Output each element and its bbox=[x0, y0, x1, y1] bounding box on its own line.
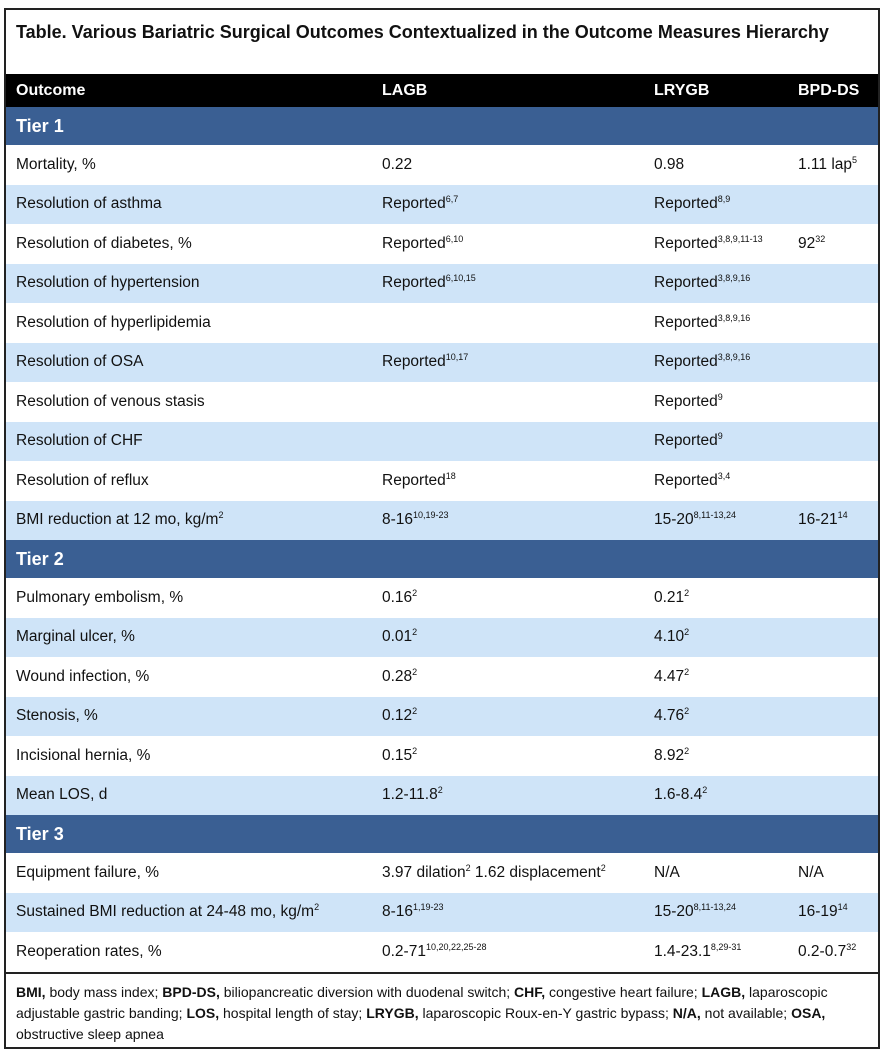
lrygb-cell-citation: 8,11-13,24 bbox=[693, 510, 737, 521]
table-row bbox=[6, 224, 878, 264]
bpdds-cell bbox=[788, 657, 878, 697]
lagb-cell-value: Reported bbox=[382, 195, 446, 213]
lagb-cell-citation: 10,17 bbox=[445, 352, 469, 363]
outcome-cell bbox=[6, 501, 372, 541]
lagb-cell bbox=[372, 932, 644, 972]
outcome-cell-value: Reoperation rates, % bbox=[16, 942, 162, 960]
abbreviation-definition: congestive heart failure; bbox=[545, 983, 702, 1000]
outcome-cell-value: Incisional hernia, % bbox=[16, 746, 151, 764]
lrygb-cell bbox=[644, 382, 788, 422]
lrygb-cell-citation: 3,8,9,11-13 bbox=[717, 233, 763, 244]
bpdds-cell bbox=[788, 185, 878, 225]
outcome-cell bbox=[6, 461, 372, 501]
lrygb-cell-value: 0.98 bbox=[654, 155, 685, 173]
lrygb-cell-value: Reported bbox=[654, 432, 718, 450]
bpdds-cell bbox=[788, 145, 878, 185]
lagb-cell-citation: 2 bbox=[412, 666, 418, 677]
bpdds-cell-citation: 5 bbox=[852, 154, 858, 165]
bpdds-cell bbox=[788, 736, 878, 776]
lrygb-cell-citation: 3,8,9,16 bbox=[717, 312, 751, 323]
lagb-cell bbox=[372, 264, 644, 304]
lrygb-cell-citation: 2 bbox=[684, 627, 690, 638]
tier-label: Tier 3 bbox=[6, 815, 878, 853]
table-row bbox=[6, 736, 878, 776]
outcome-cell-value: Equipment failure, % bbox=[16, 863, 160, 881]
table-row bbox=[6, 185, 878, 225]
outcome-cell-value: Stenosis, % bbox=[16, 707, 98, 725]
bpdds-cell-citation: 14 bbox=[837, 510, 848, 521]
table-row bbox=[6, 264, 878, 304]
lagb-cell bbox=[372, 736, 644, 776]
outcomes-table bbox=[6, 74, 878, 972]
lrygb-cell-value: Reported bbox=[654, 353, 718, 371]
bpdds-cell bbox=[788, 343, 878, 383]
outcome-cell-value: Marginal ulcer, % bbox=[16, 628, 135, 646]
lagb-cell-value: 8-16 bbox=[382, 903, 414, 921]
outcome-cell-value: Resolution of reflux bbox=[16, 471, 149, 489]
table-row bbox=[6, 461, 878, 501]
bpdds-cell bbox=[788, 893, 878, 933]
lagb-cell-extra: 1.62 displacement bbox=[470, 863, 601, 881]
lagb-cell-citation: 10,19-23 bbox=[413, 510, 449, 521]
lagb-cell-value: 1.2-11.8 bbox=[382, 786, 438, 804]
outcome-cell-value: Mortality, % bbox=[16, 155, 96, 173]
lagb-cell-citation: 2 bbox=[465, 862, 471, 873]
bpdds-cell bbox=[788, 264, 878, 304]
lrygb-cell bbox=[644, 932, 788, 972]
lagb-cell-citation: 2 bbox=[412, 587, 418, 598]
abbreviation-term: BMI, bbox=[16, 983, 46, 1000]
lrygb-cell-value: Reported bbox=[654, 274, 718, 292]
lrygb-cell bbox=[644, 853, 788, 893]
lrygb-cell bbox=[644, 578, 788, 618]
lagb-cell bbox=[372, 382, 644, 422]
lrygb-cell-citation: 9 bbox=[717, 391, 723, 402]
outcome-cell-value: Resolution of hypertension bbox=[16, 274, 200, 292]
lrygb-cell bbox=[644, 303, 788, 343]
lrygb-cell bbox=[644, 736, 788, 776]
abbreviation-definition: not available; bbox=[700, 1004, 792, 1021]
bpdds-cell bbox=[788, 422, 878, 462]
bpdds-cell bbox=[788, 224, 878, 264]
lrygb-cell-value: 1.4-23.1 bbox=[654, 942, 711, 960]
outcome-cell-citation: 2 bbox=[218, 510, 224, 521]
outcome-cell-value: Resolution of hyperlipidemia bbox=[16, 313, 211, 331]
lrygb-cell bbox=[644, 264, 788, 304]
lrygb-cell-value: 15-20 bbox=[654, 903, 694, 921]
header-row bbox=[6, 74, 878, 107]
lagb-cell-value: 0.22 bbox=[382, 155, 413, 173]
lrygb-cell-citation: 2 bbox=[702, 785, 708, 796]
lrygb-cell-value: 1.6-8.4 bbox=[654, 786, 703, 804]
header-lrygb: LRYGB bbox=[644, 74, 788, 107]
abbreviation-term: CHF, bbox=[514, 983, 546, 1000]
bpdds-cell-citation: 32 bbox=[815, 233, 826, 244]
lrygb-cell-citation: 3,8,9,16 bbox=[717, 273, 751, 284]
lrygb-cell bbox=[644, 776, 788, 816]
abbreviation-term: LAGB, bbox=[701, 983, 746, 1000]
lagb-cell-citation: 2 bbox=[412, 706, 418, 717]
lrygb-cell-value: 4.47 bbox=[654, 667, 685, 685]
outcome-cell-value: Resolution of CHF bbox=[16, 432, 143, 450]
lagb-cell bbox=[372, 185, 644, 225]
outcome-cell bbox=[6, 618, 372, 658]
bpdds-cell bbox=[788, 932, 878, 972]
abbreviation-definition: body mass index; bbox=[45, 983, 163, 1000]
tier-label: Tier 2 bbox=[6, 540, 878, 578]
bpdds-cell bbox=[788, 697, 878, 737]
table-row bbox=[6, 578, 878, 618]
lagb-cell-citation: 6,10 bbox=[445, 233, 464, 244]
lagb-cell bbox=[372, 145, 644, 185]
lagb-cell bbox=[372, 618, 644, 658]
lagb-cell-citation: 2 bbox=[412, 627, 418, 638]
lrygb-cell-value: 4.10 bbox=[654, 628, 685, 646]
bpdds-cell-value: 0.2-0.7 bbox=[798, 942, 847, 960]
abbreviation-definition: laparoscopic Roux-en-Y gastric bypass; bbox=[418, 1004, 673, 1021]
abbreviation-definition: obstructive sleep apnea bbox=[16, 1025, 164, 1042]
lagb-cell-value: Reported bbox=[382, 274, 446, 292]
lrygb-cell-citation: 2 bbox=[684, 666, 690, 677]
lagb-cell-value: 0.15 bbox=[382, 746, 413, 764]
lagb-cell-citation: 10,20,22,25-28 bbox=[425, 941, 487, 952]
lagb-cell bbox=[372, 501, 644, 541]
lagb-cell-value: 0.16 bbox=[382, 588, 413, 606]
bpdds-cell-value: 1.11 lap bbox=[798, 155, 853, 173]
outcome-cell bbox=[6, 264, 372, 304]
lrygb-cell-citation: 8,29-31 bbox=[710, 941, 742, 952]
outcome-cell bbox=[6, 422, 372, 462]
outcome-cell-value: Resolution of asthma bbox=[16, 195, 162, 213]
bpdds-cell bbox=[788, 461, 878, 501]
table-row bbox=[6, 618, 878, 658]
lrygb-cell-value: 15-20 bbox=[654, 511, 694, 529]
lrygb-cell bbox=[644, 224, 788, 264]
lagb-cell-citation: 6,10,15 bbox=[445, 273, 476, 284]
lrygb-cell-value: Reported bbox=[654, 234, 718, 252]
bpdds-cell-value: 16-21 bbox=[798, 511, 838, 529]
lrygb-cell-citation: 8,11-13,24 bbox=[693, 902, 737, 913]
tier-header-row bbox=[6, 107, 878, 145]
lagb-cell bbox=[372, 578, 644, 618]
header-outcome: Outcome bbox=[6, 74, 372, 107]
outcome-cell bbox=[6, 382, 372, 422]
outcome-cell-value: Pulmonary embolism, % bbox=[16, 588, 184, 606]
outcome-cell-value: Sustained BMI reduction at 24-48 mo, kg/m bbox=[16, 903, 315, 921]
lagb-cell-citation: 2 bbox=[412, 745, 418, 756]
lrygb-cell-value: Reported bbox=[654, 471, 718, 489]
lrygb-cell-citation: 9 bbox=[717, 431, 723, 442]
table-row bbox=[6, 501, 878, 541]
bpdds-cell bbox=[788, 303, 878, 343]
abbreviation-term: LRYGB, bbox=[366, 1004, 419, 1021]
lrygb-cell-value: 8.92 bbox=[654, 746, 685, 764]
tier-header-row bbox=[6, 540, 878, 578]
outcome-cell-value: BMI reduction at 12 mo, kg/m bbox=[16, 511, 219, 529]
outcome-cell bbox=[6, 303, 372, 343]
table-row bbox=[6, 303, 878, 343]
table-row bbox=[6, 893, 878, 933]
bpdds-cell bbox=[788, 618, 878, 658]
lagb-cell-value: Reported bbox=[382, 353, 446, 371]
lagb-cell bbox=[372, 893, 644, 933]
lrygb-cell-citation: 3,4 bbox=[717, 470, 731, 481]
outcome-cell-value: Wound infection, % bbox=[16, 667, 150, 685]
outcome-cell bbox=[6, 343, 372, 383]
lagb-cell-value: 0.12 bbox=[382, 707, 413, 725]
header-lagb: LAGB bbox=[372, 74, 644, 107]
abbreviation-definition: laparoscopic adjustable gastric banding; bbox=[16, 983, 828, 1021]
lagb-cell bbox=[372, 343, 644, 383]
lrygb-cell-citation: 2 bbox=[684, 706, 690, 717]
outcome-cell bbox=[6, 224, 372, 264]
table-row bbox=[6, 697, 878, 737]
lagb-cell-citation: 6,7 bbox=[445, 194, 459, 205]
lagb-cell-value: 8-16 bbox=[382, 511, 414, 529]
table-row bbox=[6, 853, 878, 893]
lagb-cell-citation: 2 bbox=[437, 785, 443, 796]
outcome-cell-citation: 2 bbox=[314, 902, 320, 913]
outcome-cell bbox=[6, 697, 372, 737]
lrygb-cell bbox=[644, 501, 788, 541]
lrygb-cell-value: Reported bbox=[654, 195, 718, 213]
lagb-cell-extra-citation: 2 bbox=[600, 862, 606, 873]
lrygb-cell-citation: 2 bbox=[684, 745, 690, 756]
outcome-cell-value: Resolution of venous stasis bbox=[16, 392, 205, 410]
tier-header-row bbox=[6, 815, 878, 853]
table-row bbox=[6, 382, 878, 422]
bpdds-cell bbox=[788, 853, 878, 893]
table-row bbox=[6, 145, 878, 185]
lagb-cell-value: 0.01 bbox=[382, 628, 413, 646]
abbreviation-definition: biliopancreatic diversion with duodenal switch; bbox=[219, 983, 515, 1000]
abbreviation-definition: hospital length of stay; bbox=[219, 1004, 367, 1021]
abbreviation-term: N/A, bbox=[672, 1004, 701, 1021]
outcome-cell bbox=[6, 185, 372, 225]
lagb-cell bbox=[372, 224, 644, 264]
table-row bbox=[6, 422, 878, 462]
lrygb-cell bbox=[644, 343, 788, 383]
table-body bbox=[6, 107, 878, 972]
lrygb-cell bbox=[644, 185, 788, 225]
bpdds-cell-citation: 32 bbox=[846, 941, 857, 952]
bpdds-cell bbox=[788, 776, 878, 816]
lagb-cell-value: Reported bbox=[382, 471, 446, 489]
lrygb-cell bbox=[644, 422, 788, 462]
lagb-cell bbox=[372, 303, 644, 343]
outcome-cell bbox=[6, 578, 372, 618]
lagb-cell-citation: 1,19-23 bbox=[413, 902, 444, 913]
outcome-cell bbox=[6, 736, 372, 776]
lrygb-cell-value: Reported bbox=[654, 313, 718, 331]
lagb-cell bbox=[372, 461, 644, 501]
lrygb-cell-citation: 2 bbox=[684, 587, 690, 598]
abbreviation-term: OSA, bbox=[791, 1004, 826, 1021]
lagb-cell bbox=[372, 697, 644, 737]
lrygb-cell bbox=[644, 461, 788, 501]
table-title: Table. Various Bariatric Surgical Outcomes Contextualized in the Outcome Measures Hierarchy bbox=[16, 22, 829, 42]
tier-label: Tier 1 bbox=[6, 107, 878, 145]
lagb-cell-value: 3.97 dilation bbox=[382, 863, 466, 881]
lrygb-cell bbox=[644, 893, 788, 933]
bpdds-cell bbox=[788, 501, 878, 541]
outcome-cell bbox=[6, 853, 372, 893]
lagb-cell bbox=[372, 853, 644, 893]
table-row bbox=[6, 776, 878, 816]
lrygb-cell-value: 0.21 bbox=[654, 588, 685, 606]
table-row bbox=[6, 343, 878, 383]
outcome-cell-value: Resolution of diabetes, % bbox=[16, 234, 192, 252]
outcome-cell bbox=[6, 145, 372, 185]
lrygb-cell bbox=[644, 618, 788, 658]
lagb-cell-value: 0.28 bbox=[382, 667, 413, 685]
lrygb-cell-citation: 3,8,9,16 bbox=[717, 352, 751, 363]
lrygb-cell bbox=[644, 657, 788, 697]
bpdds-cell-citation: 14 bbox=[837, 902, 848, 913]
outcome-cell bbox=[6, 657, 372, 697]
lrygb-cell-value: 4.76 bbox=[654, 707, 685, 725]
lagb-cell bbox=[372, 657, 644, 697]
abbreviation-term: BPD-DS, bbox=[162, 983, 220, 1000]
lrygb-cell-citation: 8,9 bbox=[717, 194, 731, 205]
lrygb-cell-value: Reported bbox=[654, 392, 718, 410]
bpdds-cell bbox=[788, 578, 878, 618]
bpdds-cell bbox=[788, 382, 878, 422]
table-frame bbox=[4, 8, 880, 1049]
lagb-cell bbox=[372, 422, 644, 462]
lagb-cell-value: 0.2-71 bbox=[382, 942, 426, 960]
outcome-cell bbox=[6, 776, 372, 816]
outcome-cell bbox=[6, 893, 372, 933]
outcome-cell bbox=[6, 932, 372, 972]
lagb-cell bbox=[372, 776, 644, 816]
table-row bbox=[6, 657, 878, 697]
header-bpdds: BPD-DS bbox=[788, 74, 878, 107]
bpdds-cell-value: 92 bbox=[798, 234, 816, 252]
table-row bbox=[6, 932, 878, 972]
bpdds-cell-value: 16-19 bbox=[798, 903, 838, 921]
abbreviation-term: LOS, bbox=[186, 1004, 220, 1021]
outcome-cell-value: Resolution of OSA bbox=[16, 353, 144, 371]
lagb-cell-value: Reported bbox=[382, 234, 446, 252]
lagb-cell-citation: 18 bbox=[445, 470, 456, 481]
bpdds-cell-value: N/A bbox=[798, 863, 824, 881]
lrygb-cell bbox=[644, 145, 788, 185]
outcome-cell-value: Mean LOS, d bbox=[16, 786, 108, 804]
lrygb-cell bbox=[644, 697, 788, 737]
lrygb-cell-value: N/A bbox=[654, 863, 680, 881]
abbreviations-footnote bbox=[6, 972, 878, 1053]
